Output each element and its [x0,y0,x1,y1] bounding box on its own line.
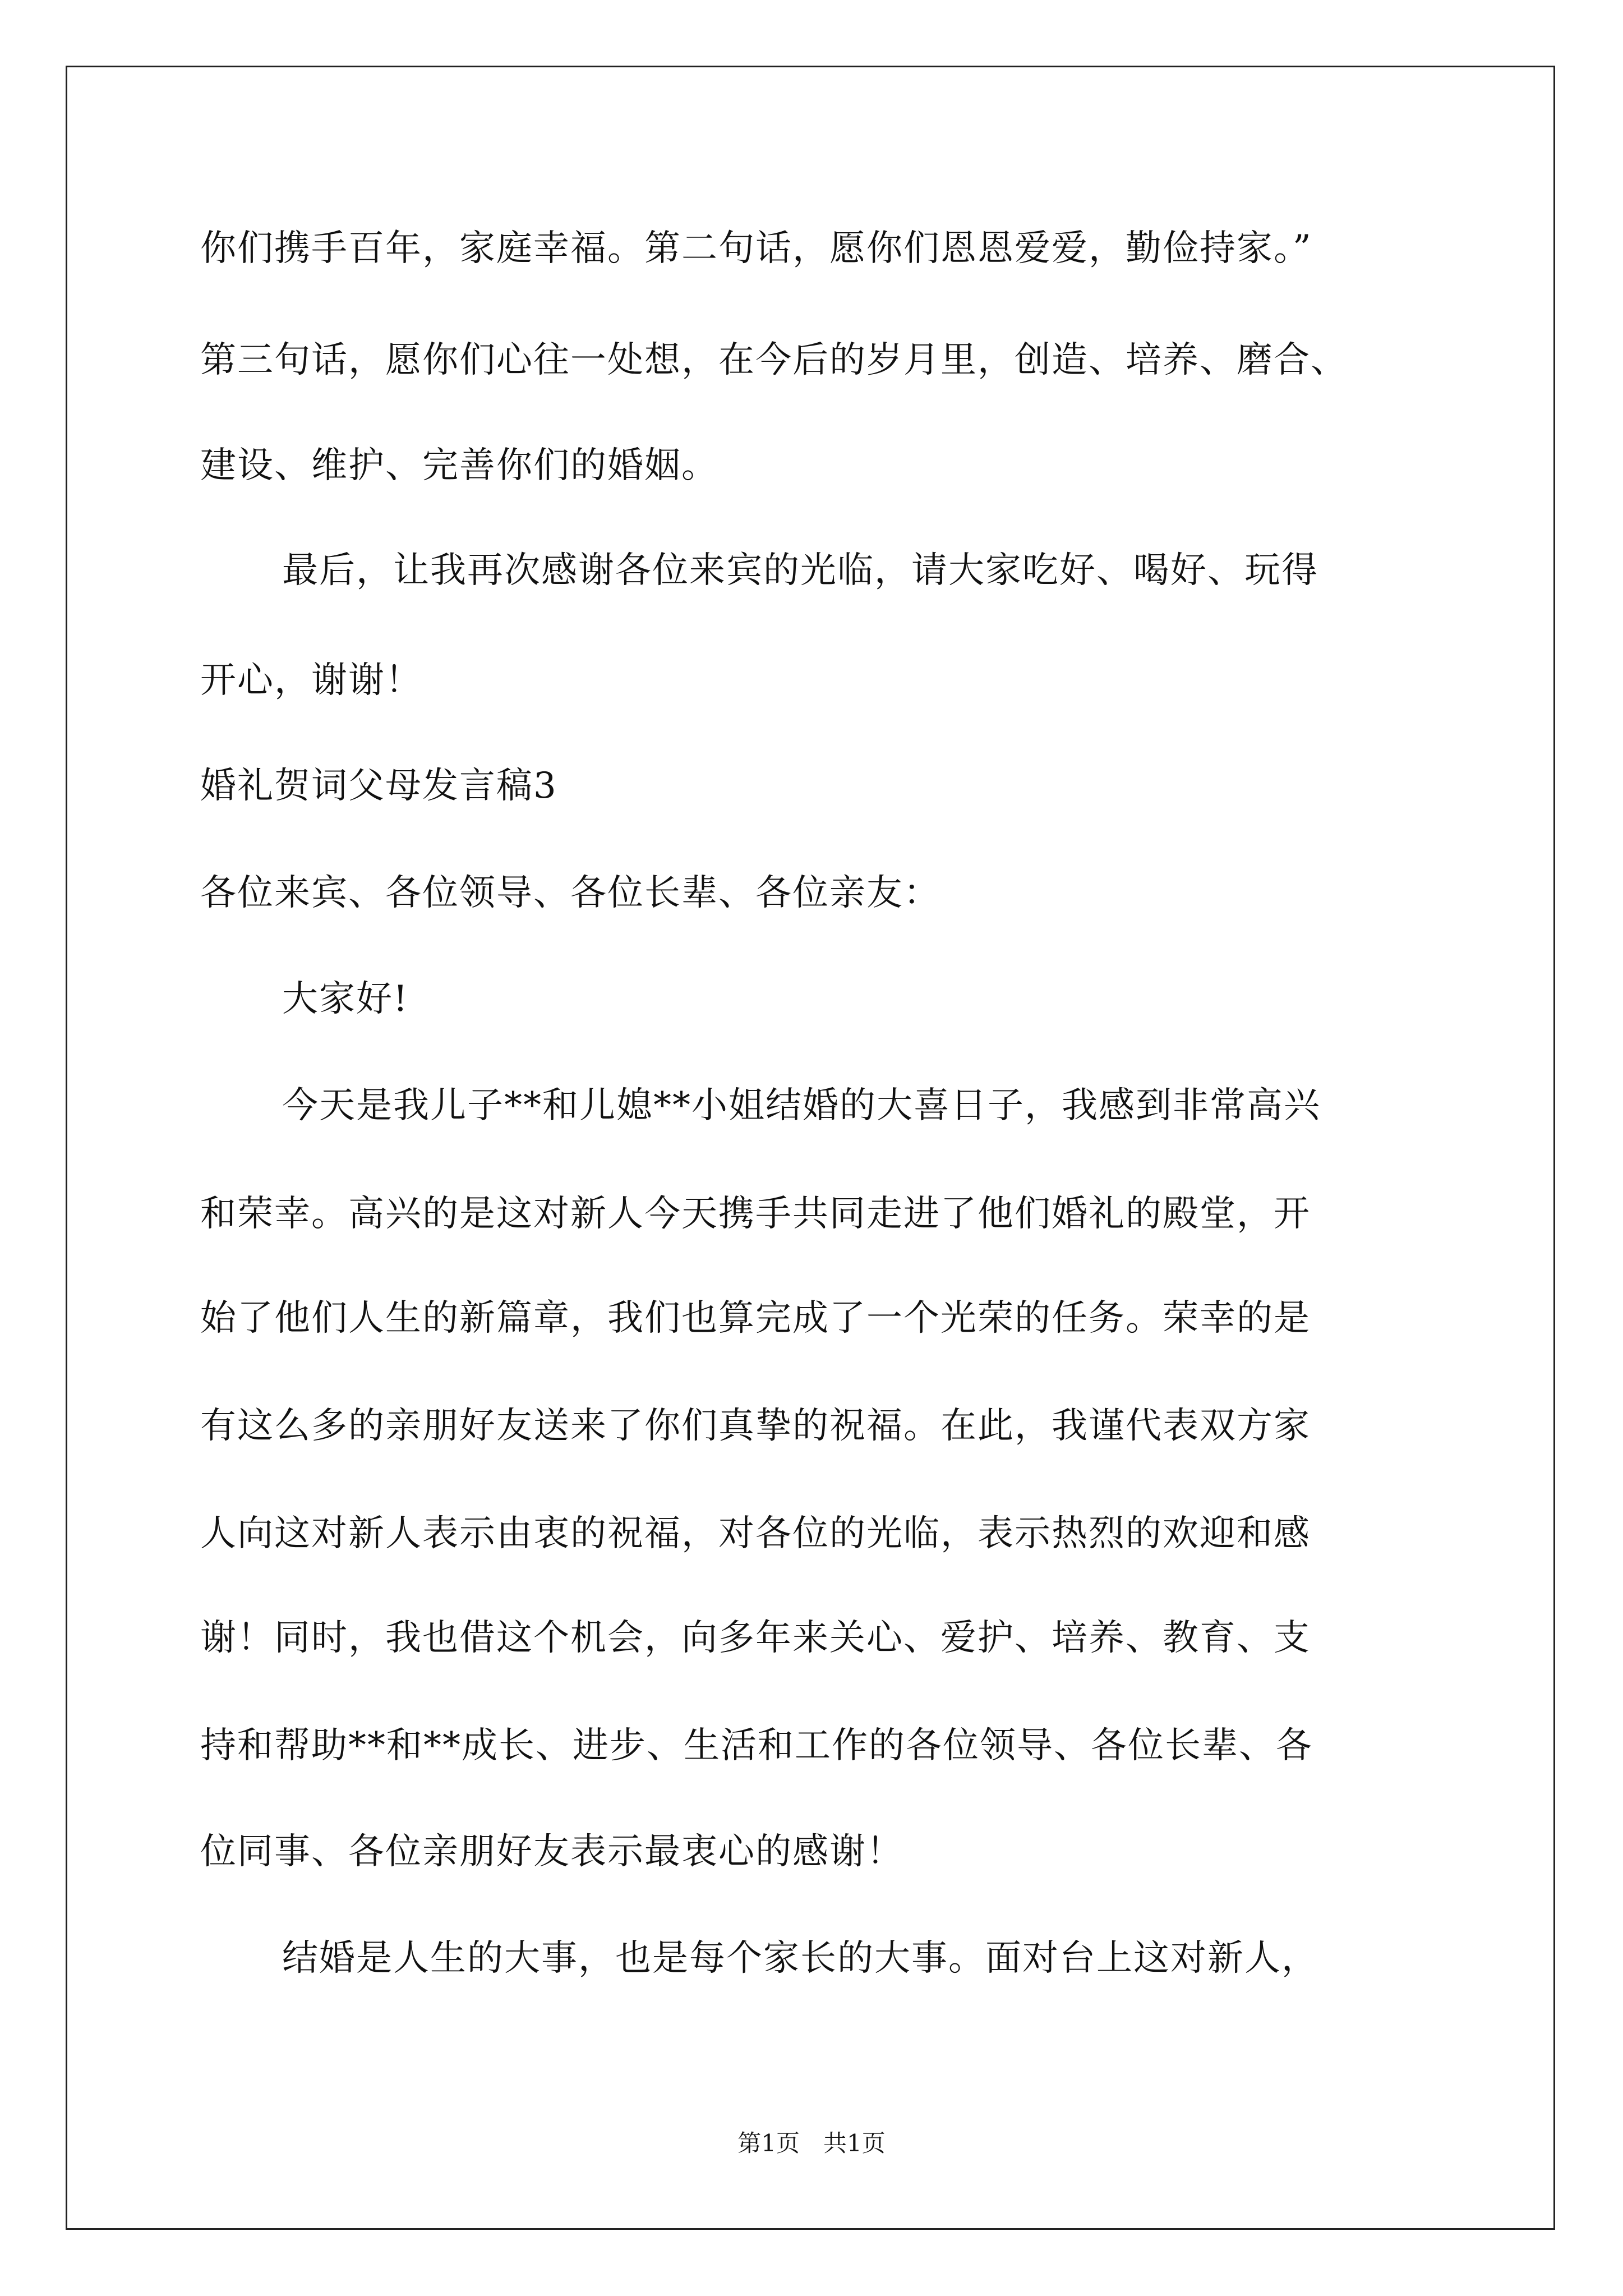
paragraph-line: 位同事、各位亲朋好友表示最衷心的感谢！ [200,1831,903,1872]
paragraph-line: 持和帮助**和**成长、进步、生活和工作的各位领导、各位长辈、各 [200,1725,1313,1766]
salutation: 各位来宾、各位领导、各位长辈、各位亲友： [200,872,940,914]
paragraph-line: 人向这对新人表示由衷的祝福，对各位的光临，表示热烈的欢迎和感 [200,1513,1311,1554]
paragraph-line: 第三句话，愿你们心往一处想，在今后的岁月里，创造、培养、磨合、 [200,339,1348,381]
paragraph-line: 你们携手百年，家庭幸福。第二句话，愿你们恩恩爱爱，勤俭持家。” [200,228,1312,269]
paragraph-line: 开心，谢谢！ [200,660,422,701]
page-footer: 第1页 共1页 [737,2129,886,2157]
paragraph-line: 最后，让我再次感谢各位来宾的光临，请大家吃好、喝好、玩得 [282,550,1318,591]
paragraph-line: 始了他们人生的新篇章，我们也算完成了一个光荣的任务。荣幸的是 [200,1297,1311,1339]
paragraph-line: 有这么多的亲朋好友送来了你们真挚的祝福。在此，我谨代表双方家 [200,1405,1311,1447]
greeting: 大家好! [282,978,409,1020]
paragraph-line: 结婚是人生的大事，也是每个家长的大事。面对台上这对新人， [282,1938,1318,1979]
paragraph-line: 谢！同时，我也借这个机会，向多年来关心、爱护、培养、教育、支 [200,1617,1311,1659]
paragraph-line: 建设、维护、完善你们的婚姻。 [200,445,718,486]
page-border [66,66,1555,2230]
section-heading: 婚礼贺词父母发言稿3 [200,765,557,807]
paragraph-line: 和荣幸。高兴的是这对新人今天携手共同走进了他们婚礼的殿堂，开 [200,1193,1311,1235]
paragraph-line: 今天是我儿子**和儿媳**小姐结婚的大喜日子，我感到非常高兴 [282,1085,1321,1126]
